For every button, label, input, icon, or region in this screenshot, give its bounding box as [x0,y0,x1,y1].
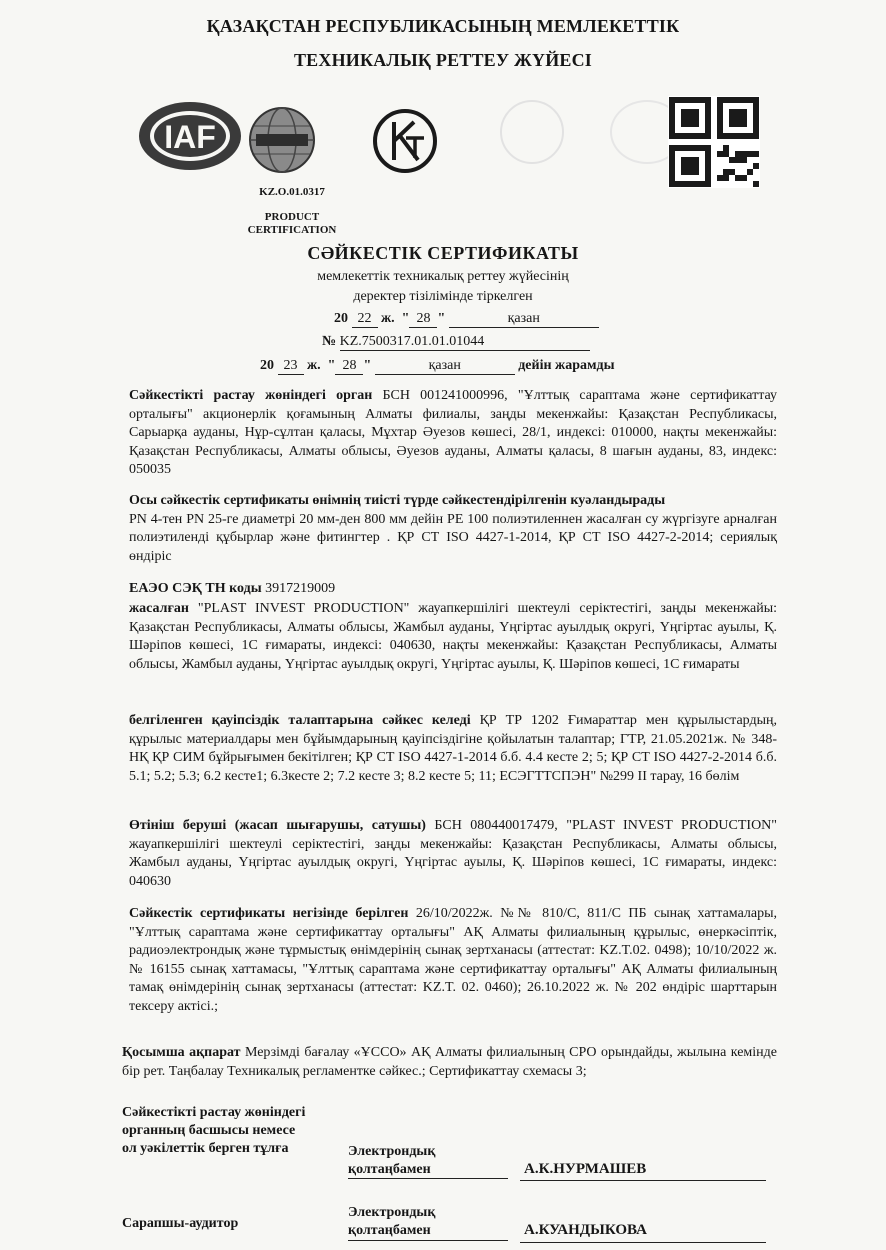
head-name-line [520,1180,766,1181]
product-label: Осы сәйкестік сертификаты өнімнің тиісті түрде сәйкестендірілгенін куәландырады [129,493,666,508]
globe-logo [246,104,318,176]
qr-module [741,121,747,127]
requirements-section [129,712,777,786]
manufacturer-text: "PLAST INVEST PRODUCTION" жауапкершілігі шектеулі серіктестігі, заңды мекенжайы: Қазақстан Республикасы, Алматы облысы, Жамбыл ауданы, Үңгіртас ауылдық округі, Үңгіртас ауылы, Қ. Шәріпов көшесі, 1С ғимараты, индексі: 040630, нақты мекенжайы: Қазақстан Республикасы, Алматы облысы, Жамбыл ауданы, Үңгіртас ауылдық округі, Үңгіртас ауылы, Қ. Шәріпов көшесі, 1С ғимараты [129,601,777,672]
product-section [129,492,777,566]
qr-module [705,181,711,187]
issue-year-suffix: ж. [381,311,395,326]
tnved-label: ЕАЭО СЭҚ ТН коды [129,581,262,596]
valid-suffix: дейін жарамды [518,358,615,373]
auditor-signature-line [348,1240,508,1241]
iaf-logo [137,100,243,172]
additional-info-label: Қосымша ақпарат [122,1045,241,1060]
manufacturer-label: жасалған [129,601,189,616]
certification-body-text: БСН 001241000996, "Ұлттық сараптама және сертификаттау орталығы" акционерлік қоғамының Алматы филиалы, заңды мекенжайы: Қазақстан Республикасы, Сарыарқа ауданы, Нұр-сұлтан қаласы, Мұхтар Әуезов көшесі, 28/1, индексі: 010000, нақты мекенжайы: Қазақстан Республикасы, Алматы облысы, Әуезов ауданы, Алматы қаласы, 8 шағын ауданы, 83, индекс: 050035 [129,388,778,477]
applicant-section [129,817,777,891]
qr-module [747,169,753,175]
qr-module [753,181,759,187]
product-text: PN 4-тен PN 25-ге диаметрі 20 мм-ден 800 мм дейін PE 100 полиэтиленнен жасалған су жүргізуге арналған полиэтилендi құбырлар және фитингтер . ҚР СТ ISO 4427-1-2014, ҚР СТ ISO 4427-2-2014; сериялық өндіріс [129,511,777,564]
valid-year-suffix: ж. [307,358,321,373]
bleed-through-emblem [500,100,564,164]
certificate-title: СӘЙКЕСТІК СЕРТИФИКАТЫ [307,243,579,263]
qr-module [723,175,729,181]
requirements-label: белгіленген қауіпсіздік талаптарына сәйкес келеді [129,713,471,728]
additional-info-section [122,1044,777,1081]
head-signature-line [348,1178,508,1179]
issue-date: 20 22 ж. " 28 " қазан [334,311,599,328]
requirements-text: ҚР ТР 1202 Ғимараттар мен құрылыстардың, құрылыс материалдары мен бұйымдарының қауіпсіздігіне қойылатын талаптар; ГТР, 21.05.2021ж. № 348-НҚ ҚР СИМ бұйрығымен бекітілген; ҚР СТ ISO 4427-1-2014 б.б. 4.4 кесте 2; 5; ҚР СТ ISO 4427-2-2014 б.б. 5.1; 5.2; 5.3; 6.2 кесте1; 6.3кесте 2; 7.2 кесте 3; 8.2 кесте 5; 11; ЕСЭГТТСПЭН" №299 II тарау, 16 бөлім [129,713,778,784]
manufacturer-section [129,600,777,674]
basis-section [129,905,777,1016]
valid-day: 28 [335,358,363,375]
basis-text: 26/10/2022ж. №№ 810/C, 811/C ПБ сынақ хаттамалары, "Ұлттық сараптама және сертификаттау орталығы" АҚ Алматы филиалының құрылыс, өнеркәсіптік, радиоэлектрондық және тұрмыстық өнімдерінің сынақ зертханасы (аттестат: KZ.T.02. 0498); 10/10/2022 ж. № 16155 сынақ хаттамасы, "Ұлттық сараптама және сертификаттау орталығы" АҚ Алматы филиалының тамақ өнімдерінің сынақ зертханасы (аттестат: KZ.T. 02. 0460); 26.10.2022 ж. № 202 өндіріс шарттарын тексеру актісі.; [129,906,778,1014]
additional-info-text: Мерзімді бағалау «ҰССО» АҚ Алматы филиалының СРО орындайды, жылына кемінде бір рет. Таңбалау Техникалық регламентке сәйкес.; Сертификаттау схемасы 3; [122,1045,777,1079]
basis-label: Сәйкестік сертификаты негізінде берілген [129,906,409,921]
qr-module [741,175,747,181]
accreditation-code: KZ.O.01.0317 [259,186,325,198]
applicant-label: Өтініш беруші (жасап шығарушы, сатушы) [129,818,426,833]
kt-conformity-mark [372,108,438,174]
certificate-number-row [322,334,590,351]
header-title-line1: ҚАЗАҚСТАН РЕСПУБЛИКАСЫНЫҢ МЕМЛЕКЕТТІК [206,16,680,36]
qr-module [693,169,699,175]
certificate-subtitle-line2: деректер тізілімінде тіркелген [353,289,533,304]
head-signatory-name: А.К.НУРМАШЕВ [524,1161,647,1177]
certificate-number-label: № [322,334,337,349]
qr-module [753,133,759,139]
tnved-section [129,580,777,599]
auditor-name: А.КУАНДЫКОВА [524,1222,647,1238]
accreditation-type: PRODUCT CERTIFICATION [247,211,337,236]
certification-body-section [129,387,777,480]
qr-module [753,163,759,169]
valid-year: 23 [278,358,304,375]
certificate-number: KZ.7500317.01.01.01044 [340,334,590,351]
issue-month: қазан [449,311,599,328]
auditor-sign-type: Электрондық қолтаңбамен [348,1205,436,1238]
head-sign-type: Электрондық қолтаңбамен [348,1144,436,1177]
issue-day: 28 [409,311,437,328]
valid-until-date: 20 23 ж. " 28 " қазан дейін жарамды [260,358,615,373]
certificate-subtitle-line1: мемлекеттік техникалық реттеу жүйесінің [317,269,569,284]
qr-module [741,157,747,163]
iaf-logo-text: IAF [164,119,216,155]
applicant-text: БСН 080440017479, "PLAST INVEST PRODUCTION" жауапкершілігі шектеулі серіктестігі, заңды мекенжайы: Қазақстан Республикасы, Алматы облысы, Жамбыл ауданы, Үңгіртас ауылдық округі, Үңгіртас ауылы, Қ. Шәріпов көшесі, 1С ғимараты, индекс: 040630 [129,818,778,889]
issue-year: 22 [352,311,378,328]
header-title-line2: ТЕХНИКАЛЫҚ РЕТТЕУ ЖҮЙЕСІ [293,50,593,70]
tnved-code: 3917219009 [265,581,336,596]
qr-module [753,151,759,157]
auditor-name-line [520,1242,766,1243]
certification-body-label: Сәйкестікті растау жөніндегі орган [129,388,373,403]
qr-module [705,133,711,139]
valid-month: қазан [375,358,515,375]
qr-module [693,121,699,127]
qr-code [668,96,760,188]
auditor-role: Сарапшы-аудитор [122,1216,239,1231]
issue-year-prefix: 20 [334,311,348,326]
head-signatory-role: Сәйкестікті растау жөніндегі органның басшысы немесе ол уәкілеттік берген тұлға [122,1105,306,1156]
valid-year-prefix: 20 [260,358,274,373]
